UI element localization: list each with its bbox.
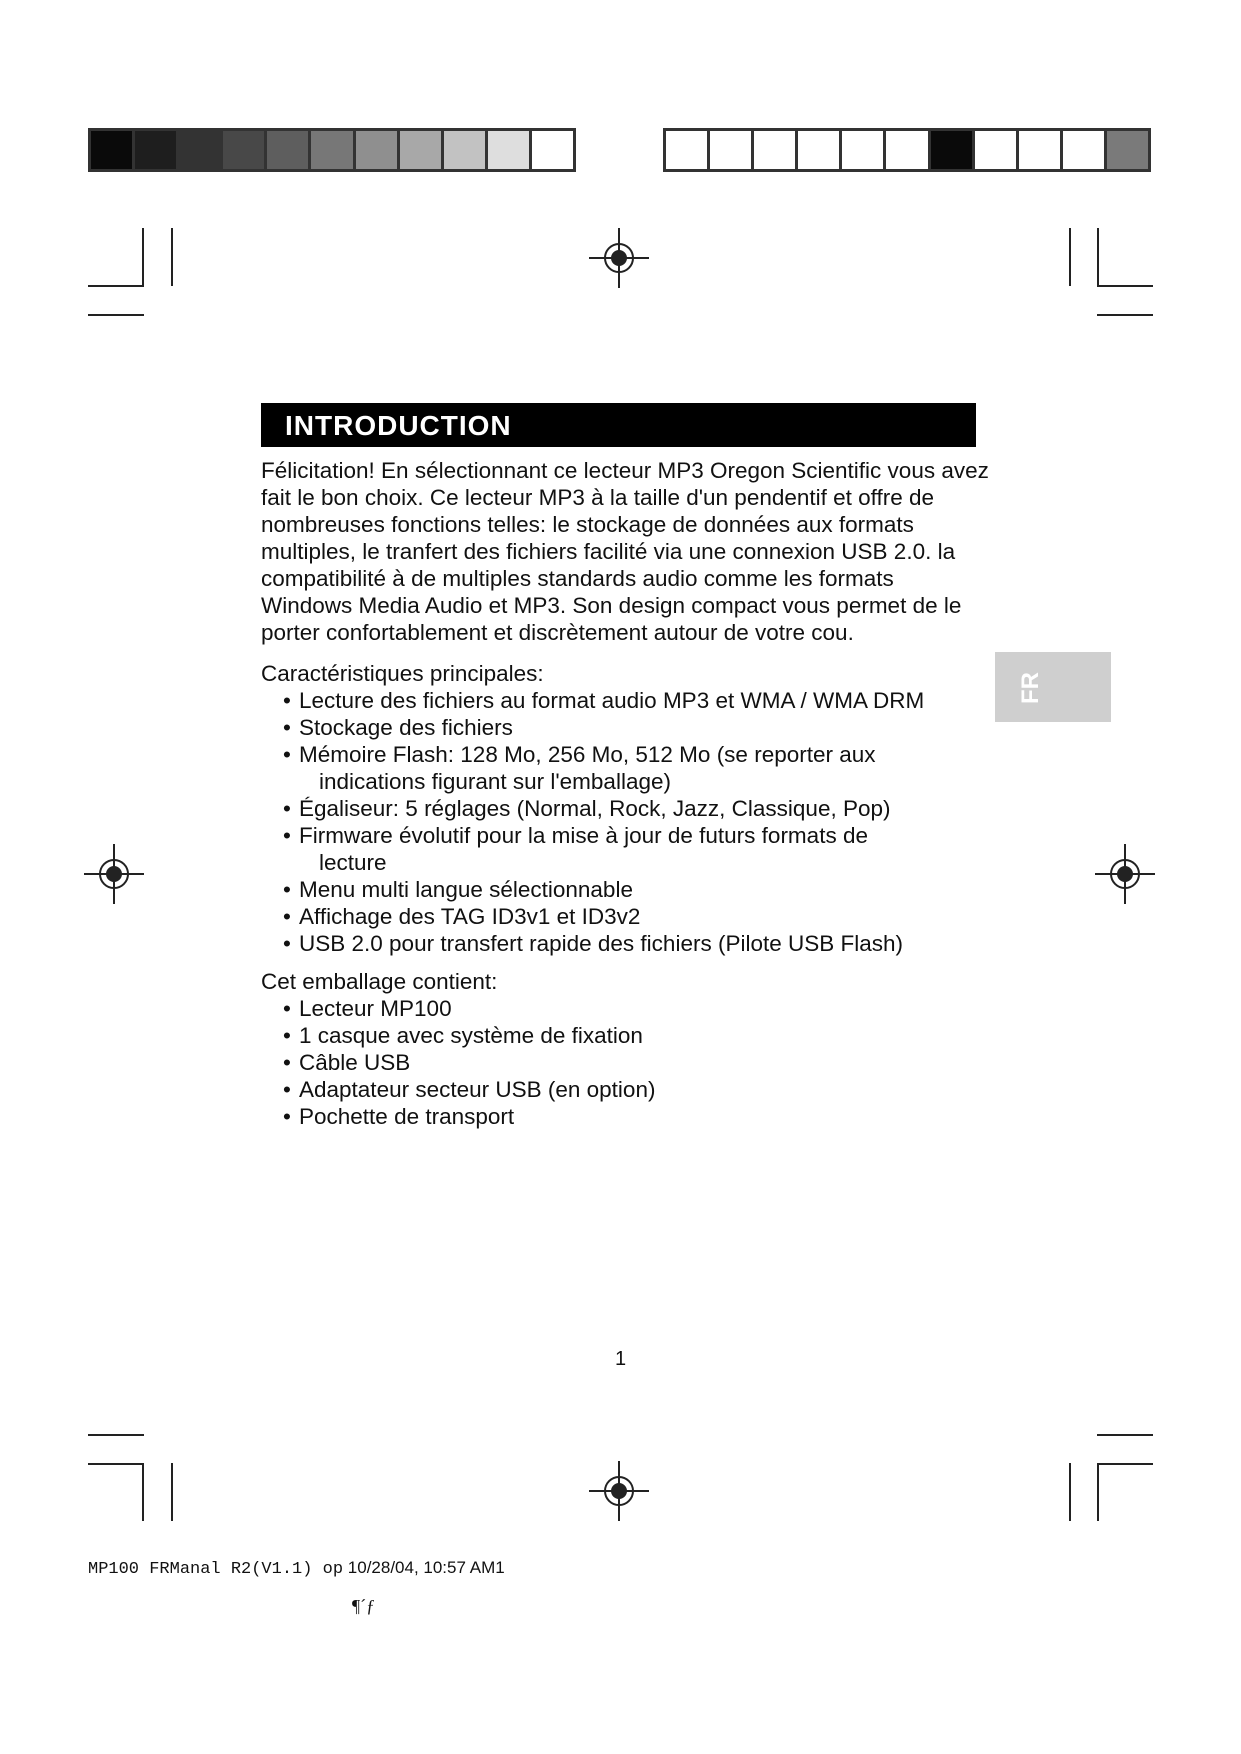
color-swatch xyxy=(267,131,311,169)
color-swatch xyxy=(1063,131,1107,169)
color-swatch xyxy=(1107,131,1148,169)
language-tab-label: FR xyxy=(1017,672,1044,704)
crop-mark xyxy=(1097,228,1099,286)
color-swatch xyxy=(356,131,400,169)
list-item: • USB 2.0 pour transfert rapide des fichiers (Pilote USB Flash) xyxy=(283,930,991,957)
crop-mark xyxy=(142,1463,144,1521)
list-item: • Lecture des fichiers au format audio MP3 et WMA / WMA DRM xyxy=(283,687,991,714)
registration-mark-icon xyxy=(1095,844,1155,904)
list-item: • Menu multi langue sélectionnable xyxy=(283,876,991,903)
page-number: 1 xyxy=(614,1348,627,1370)
registration-mark-icon xyxy=(84,844,144,904)
registration-mark-icon xyxy=(589,1461,649,1521)
color-swatch xyxy=(842,131,886,169)
color-swatch xyxy=(223,131,267,169)
color-swatch xyxy=(488,131,532,169)
footer-filename: MP100 FRManal R2(V1.1) op xyxy=(88,1560,344,1579)
section-heading: INTRODUCTION xyxy=(261,403,976,447)
crop-mark xyxy=(171,228,173,286)
color-swatch xyxy=(135,131,179,169)
list-item: • Mémoire Flash: 128 Mo, 256 Mo, 512 Mo (se reporter aux indications figurant sur l'emballage) xyxy=(283,741,991,795)
list-item: • Câble USB xyxy=(283,1049,991,1076)
color-swatch xyxy=(532,131,573,169)
list-item: • Adaptateur secteur USB (en option) xyxy=(283,1076,991,1103)
crop-mark xyxy=(88,1434,144,1436)
intro-paragraph: Félicitation! En sélectionnant ce lecteur MP3 Oregon Scientific vous avez fait le bon choix. Ce lecteur MP3 à la taille d'un pendentif et offre de nombreuses fonctions telles: le stockage de données aux formats multiples, le tranfert des fichiers facilité via une connexion USB 2.0. la compatibilité à de multiples standards audio comme les formats Windows Media Audio et MP3. Son design compact vous permet de le porter confortablement et discrètement autour de votre cou. xyxy=(261,458,989,645)
calibration-bar-right xyxy=(663,128,1151,172)
features-list xyxy=(261,687,991,957)
crop-mark xyxy=(142,228,144,286)
color-swatch xyxy=(754,131,798,169)
list-item: • Affichage des TAG ID3v1 et ID3v2 xyxy=(283,903,991,930)
color-swatch xyxy=(1019,131,1063,169)
contents-title: Cet emballage contient: xyxy=(261,969,498,994)
color-swatch xyxy=(179,131,223,169)
list-item: • Stockage des fichiers xyxy=(283,714,991,741)
list-item: • Pochette de transport xyxy=(283,1103,991,1130)
crop-mark xyxy=(88,1463,144,1465)
color-swatch xyxy=(710,131,754,169)
crop-mark xyxy=(1097,285,1153,287)
crop-mark xyxy=(1069,228,1071,286)
calibration-bar-left xyxy=(88,128,576,172)
crop-mark xyxy=(1097,314,1153,316)
list-item: • Lecteur MP100 xyxy=(283,995,991,1022)
crop-mark xyxy=(1097,1434,1153,1436)
crop-mark xyxy=(88,285,144,287)
language-tab xyxy=(995,652,1111,722)
footer-glyphs: ¶´ƒ xyxy=(352,1596,376,1616)
color-swatch xyxy=(91,131,135,169)
footer-date: 10/28/04, 10:57 AM1 xyxy=(347,1558,505,1577)
color-swatch xyxy=(400,131,444,169)
color-swatch xyxy=(666,131,710,169)
features-section xyxy=(261,660,991,957)
features-title: Caractéristiques principales: xyxy=(261,661,544,686)
list-item: • 1 casque avec système de fixation xyxy=(283,1022,991,1049)
list-item: • Firmware évolutif pour la mise à jour de futurs formats de lecture xyxy=(283,822,991,876)
crop-mark xyxy=(1069,1463,1071,1521)
color-swatch xyxy=(444,131,488,169)
contents-list xyxy=(261,995,991,1130)
package-contents-section xyxy=(261,968,991,1130)
registration-mark-icon xyxy=(589,228,649,288)
color-swatch xyxy=(886,131,930,169)
color-swatch xyxy=(311,131,355,169)
crop-mark xyxy=(1097,1463,1099,1521)
color-swatch xyxy=(931,131,975,169)
crop-mark xyxy=(88,314,144,316)
color-swatch xyxy=(798,131,842,169)
crop-mark xyxy=(1097,1463,1153,1465)
crop-mark xyxy=(171,1463,173,1521)
list-item: • Égaliseur: 5 réglages (Normal, Rock, Jazz, Classique, Pop) xyxy=(283,795,991,822)
color-swatch xyxy=(975,131,1019,169)
footer-slug xyxy=(88,1558,505,1579)
